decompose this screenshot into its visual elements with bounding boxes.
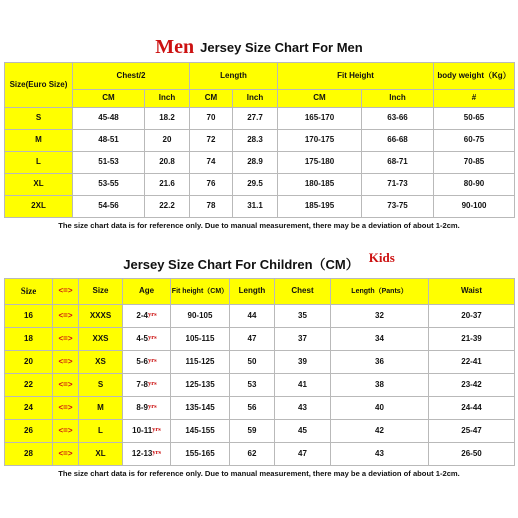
kids-cell: 90-105 [171, 305, 230, 328]
kids-cell: 38 [331, 374, 429, 397]
men-size-cell: XL [5, 174, 73, 196]
men-cell: 50-65 [434, 108, 515, 130]
kids-size-header: Size [5, 279, 53, 305]
men-cell: 29.5 [233, 174, 278, 196]
kids-chest-header: Chest [275, 279, 331, 305]
kids-age-value: 2-4 [136, 310, 148, 320]
men-chart-title: Jersey Size Chart For Men [200, 39, 363, 55]
men-cell: 20.8 [145, 152, 190, 174]
kids-arrow-cell: <=> [53, 443, 79, 466]
men-unit-header: CM [190, 90, 233, 108]
men-cell: 66-68 [362, 130, 434, 152]
kids-size-cell: 18 [5, 328, 53, 351]
kids-cell: 43 [331, 443, 429, 466]
kids-arrow-cell: <=> [53, 305, 79, 328]
kids-alpha-cell: M [79, 397, 123, 420]
kids-cell: 145-155 [171, 420, 230, 443]
men-cell: 71-73 [362, 174, 434, 196]
kids-chart-title: Jersey Size Chart For Children（CM） [123, 256, 359, 272]
kids-size-cell: 22 [5, 374, 53, 397]
kids-size-cell: 28 [5, 443, 53, 466]
kids-waist-header: Waist [429, 279, 515, 305]
men-cell: 80-90 [434, 174, 515, 196]
men-size-chart [4, 32, 514, 237]
kids-cell: 43 [275, 397, 331, 420]
kids-yrs-label: yrs [152, 425, 161, 433]
kids-pants-length-header: Length（Pants） [331, 279, 429, 305]
kids-arrow-cell: <=> [53, 397, 79, 420]
men-cell: 31.1 [233, 196, 278, 218]
kids-arrow-cell: <=> [53, 420, 79, 443]
kids-age-value: 10-11 [132, 425, 153, 435]
kids-arrow-header: <=> [53, 279, 79, 305]
men-cell: 51-53 [73, 152, 145, 174]
kids-yrs-label: yrs [147, 333, 157, 341]
kids-cell: 26-50 [429, 443, 515, 466]
kids-cell: 135-145 [171, 397, 230, 420]
kids-brand-label: Kids [368, 250, 395, 265]
men-cell: 78 [190, 196, 233, 218]
kids-cell: 115-125 [171, 351, 230, 374]
men-table-row [5, 130, 515, 152]
kids-size-cell: 24 [5, 397, 53, 420]
men-cell: 63-66 [362, 108, 434, 130]
kids-age-value: 5-6 [136, 356, 148, 366]
men-cell: 68-71 [362, 152, 434, 174]
men-unit-header: Inch [145, 90, 190, 108]
men-cell: 22.2 [145, 196, 190, 218]
men-cell: 90-100 [434, 196, 515, 218]
men-cell: 54-56 [73, 196, 145, 218]
kids-cell: 21-39 [429, 328, 515, 351]
men-table-row [5, 174, 515, 196]
men-unit-header: # [434, 90, 515, 108]
kids-age-value: 12-13 [131, 448, 153, 458]
kids-yrs-label: yrs [147, 356, 157, 364]
men-cell: 21.6 [145, 174, 190, 196]
kids-cell: 41 [275, 374, 331, 397]
kids-cell: 125-135 [171, 374, 230, 397]
kids-size-cell: 26 [5, 420, 53, 443]
kids-size-chart [4, 248, 514, 490]
kids-yrs-label: yrs [147, 402, 157, 410]
kids-age-value: 7-8 [136, 379, 148, 389]
kids-age-cell [123, 397, 171, 420]
kids-cell: 39 [275, 351, 331, 374]
kids-cell: 45 [275, 420, 331, 443]
kids-age-cell [123, 420, 171, 443]
men-cell: 175-180 [278, 152, 362, 174]
men-cell: 45-48 [73, 108, 145, 130]
kids-cell: 25-47 [429, 420, 515, 443]
men-cell: 170-175 [278, 130, 362, 152]
men-size-cell: L [5, 152, 73, 174]
kids-alpha-cell: XS [79, 351, 123, 374]
kids-arrow-cell: <=> [53, 374, 79, 397]
men-chest-header: Chest/2 [73, 63, 190, 90]
kids-fit-height-header: Fit height（CM） [171, 279, 230, 305]
kids-cell: 22-41 [429, 351, 515, 374]
kids-table-row [5, 443, 515, 466]
kids-cell: 155-165 [171, 443, 230, 466]
kids-cell: 36 [331, 351, 429, 374]
kids-arrow-cell: <=> [53, 328, 79, 351]
kids-cell: 37 [275, 328, 331, 351]
kids-table-row [5, 397, 515, 420]
men-unit-header: CM [73, 90, 145, 108]
kids-alpha-cell: XXS [79, 328, 123, 351]
kids-table-row [5, 351, 515, 374]
men-cell: 20 [145, 130, 190, 152]
men-cell: 165-170 [278, 108, 362, 130]
kids-title-bar [4, 248, 514, 278]
kids-alpha-size-header: Size [79, 279, 123, 305]
kids-alpha-cell: L [79, 420, 123, 443]
kids-age-cell [123, 374, 171, 397]
men-cell: 48-51 [73, 130, 145, 152]
men-title-bar [4, 32, 514, 62]
men-size-cell: S [5, 108, 73, 130]
men-table-row [5, 152, 515, 174]
kids-cell: 24-44 [429, 397, 515, 420]
kids-age-cell [123, 305, 171, 328]
kids-age-cell [123, 351, 171, 374]
men-cell: 74 [190, 152, 233, 174]
men-cell: 70-85 [434, 152, 515, 174]
men-disclaimer: The size chart data is for reference only. Due to manual measurement, there may be a deviation of about 1-2cm. [58, 221, 460, 230]
kids-age-cell [123, 443, 171, 466]
kids-cell: 47 [275, 443, 331, 466]
kids-disclaimer: The size chart data is for reference only. Due to manual measurement, there may be a deviation of about 1-2cm. [58, 469, 460, 478]
kids-table-row [5, 420, 515, 443]
kids-yrs-label: yrs [147, 379, 157, 387]
men-size-cell: 2XL [5, 196, 73, 218]
kids-cell: 35 [275, 305, 331, 328]
kids-cell: 40 [331, 397, 429, 420]
kids-cell: 23-42 [429, 374, 515, 397]
kids-age-value: 8-9 [136, 402, 148, 412]
kids-cell: 53 [230, 374, 275, 397]
men-cell: 60-75 [434, 130, 515, 152]
kids-arrow-cell: <=> [53, 351, 79, 374]
men-unit-header: Inch [233, 90, 278, 108]
men-cell: 27.7 [233, 108, 278, 130]
kids-cell: 44 [230, 305, 275, 328]
kids-age-cell [123, 328, 171, 351]
kids-size-cell: 20 [5, 351, 53, 374]
kids-cell: 56 [230, 397, 275, 420]
kids-yrs-label: yrs [147, 310, 157, 318]
kids-table-row [5, 305, 515, 328]
kids-yrs-label: yrs [152, 448, 162, 456]
kids-cell: 20-37 [429, 305, 515, 328]
men-unit-header: Inch [362, 90, 434, 108]
kids-cell: 34 [331, 328, 429, 351]
kids-cell: 62 [230, 443, 275, 466]
kids-alpha-cell: S [79, 374, 123, 397]
kids-cell: 59 [230, 420, 275, 443]
men-length-header: Length [190, 63, 278, 90]
men-body-weight-header: body weight（Kg） [434, 63, 515, 90]
men-size-header: Size(Euro Size) [5, 63, 73, 108]
men-size-cell: M [5, 130, 73, 152]
men-cell: 70 [190, 108, 233, 130]
men-cell: 72 [190, 130, 233, 152]
men-table-row [5, 196, 515, 218]
men-cell: 18.2 [145, 108, 190, 130]
men-cell: 73-75 [362, 196, 434, 218]
kids-cell: 50 [230, 351, 275, 374]
men-table-row [5, 108, 515, 130]
kids-cell: 105-115 [171, 328, 230, 351]
men-unit-header: CM [278, 90, 362, 108]
men-cell: 28.3 [233, 130, 278, 152]
kids-age-header: Age [123, 279, 171, 305]
men-cell: 76 [190, 174, 233, 196]
men-cell: 53-55 [73, 174, 145, 196]
kids-alpha-cell: XXXS [79, 305, 123, 328]
men-cell: 28.9 [233, 152, 278, 174]
kids-age-value: 4-5 [136, 333, 148, 343]
kids-cell: 32 [331, 305, 429, 328]
kids-size-table [4, 278, 515, 466]
kids-size-cell: 16 [5, 305, 53, 328]
kids-cell: 47 [230, 328, 275, 351]
kids-cell: 42 [331, 420, 429, 443]
men-brand-label: Men [155, 35, 195, 58]
kids-length-header: Length [230, 279, 275, 305]
men-size-table [4, 62, 515, 218]
men-cell: 185-195 [278, 196, 362, 218]
kids-table-row [5, 328, 515, 351]
kids-table-row [5, 374, 515, 397]
kids-alpha-cell: XL [79, 443, 123, 466]
men-cell: 180-185 [278, 174, 362, 196]
men-fit-height-header: Fit Height [278, 63, 434, 90]
